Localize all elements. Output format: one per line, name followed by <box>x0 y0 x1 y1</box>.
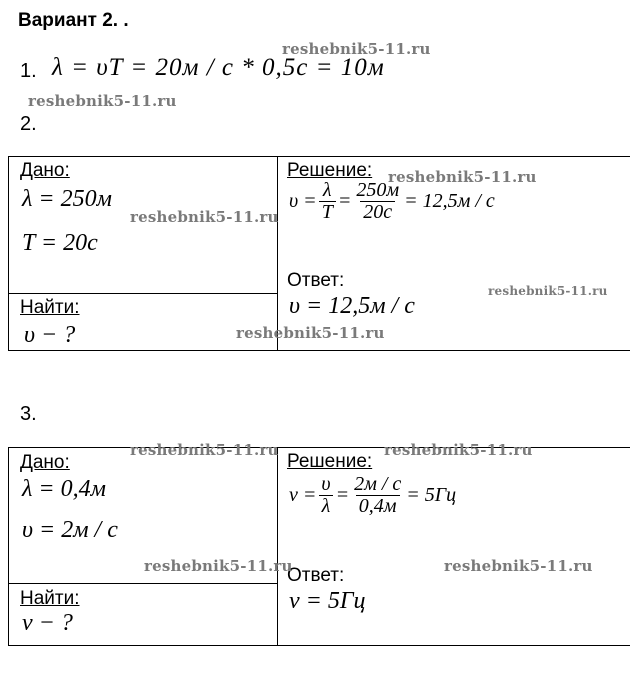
problem-1-formula: λ = υT = 20м / с * 0,5с = 10м <box>52 54 385 81</box>
watermark: reshebnik5-11.ru <box>236 324 385 342</box>
solution-formula: υ = $\frac{\lambda}{T}$ = $\frac{250м}{20с}$ = 12,5м / с <box>289 179 495 223</box>
solution-label: Решение: <box>287 160 373 181</box>
fraction-values: $\frac{250м}{20с}$ <box>356 179 400 223</box>
given-label: Дано: <box>20 452 70 473</box>
answer-value: υ = 12,5м / с <box>289 293 415 319</box>
problem-2-number: 2. <box>20 113 37 135</box>
fraction-v-over-lambda: $\frac{\upsilon}{\lambda}$ <box>318 474 333 517</box>
solution-result: = 5Гц <box>406 484 457 506</box>
find-frequency: ν − ? <box>22 610 73 636</box>
fraction-lambda-over-t: $\frac{\lambda}{T}$ <box>319 180 336 223</box>
watermark: reshebnik5-11.ru <box>388 168 537 186</box>
find-label: Найти: <box>20 297 80 318</box>
watermark: reshebnik5-11.ru <box>384 441 533 459</box>
answer-label: Ответ: <box>287 270 345 291</box>
answer-value: ν = 5Гц <box>289 588 366 614</box>
watermark: reshebnik5-11.ru <box>144 557 293 575</box>
given-wavelength: λ = 0,4м <box>22 476 106 502</box>
solution-lhs: ν = <box>289 484 317 506</box>
solution-formula: ν = $\frac{\upsilon}{\lambda}$ = $\frac{2м / с}{0,4м}$ = 5Гц <box>289 473 457 517</box>
watermark: reshebnik5-11.ru <box>488 284 608 298</box>
given-speed: υ = 2м / с <box>22 517 118 543</box>
problem-1-number: 1. <box>20 60 37 82</box>
solution-lhs: υ = <box>289 190 317 212</box>
answer-label: Ответ: <box>287 565 345 586</box>
solution-label: Решение: <box>287 451 373 472</box>
given-wavelength: λ = 250м <box>22 186 112 212</box>
find-label: Найти: <box>20 588 80 609</box>
page-title: Вариант 2. . <box>18 10 129 31</box>
problem-3-number: 3. <box>20 403 37 425</box>
watermark: reshebnik5-11.ru <box>130 441 279 459</box>
watermark: reshebnik5-11.ru <box>282 40 431 58</box>
fraction-values: $\frac{2м / с}{0,4м}$ <box>354 473 402 517</box>
given-period: T = 20с <box>22 230 98 256</box>
watermark: reshebnik5-11.ru <box>444 557 593 575</box>
solution-result: = 12,5м / с <box>404 190 495 212</box>
watermark: reshebnik5-11.ru <box>28 92 177 110</box>
find-speed: υ − ? <box>24 322 76 348</box>
watermark: reshebnik5-11.ru <box>130 208 279 226</box>
given-label: Дано: <box>20 160 70 181</box>
